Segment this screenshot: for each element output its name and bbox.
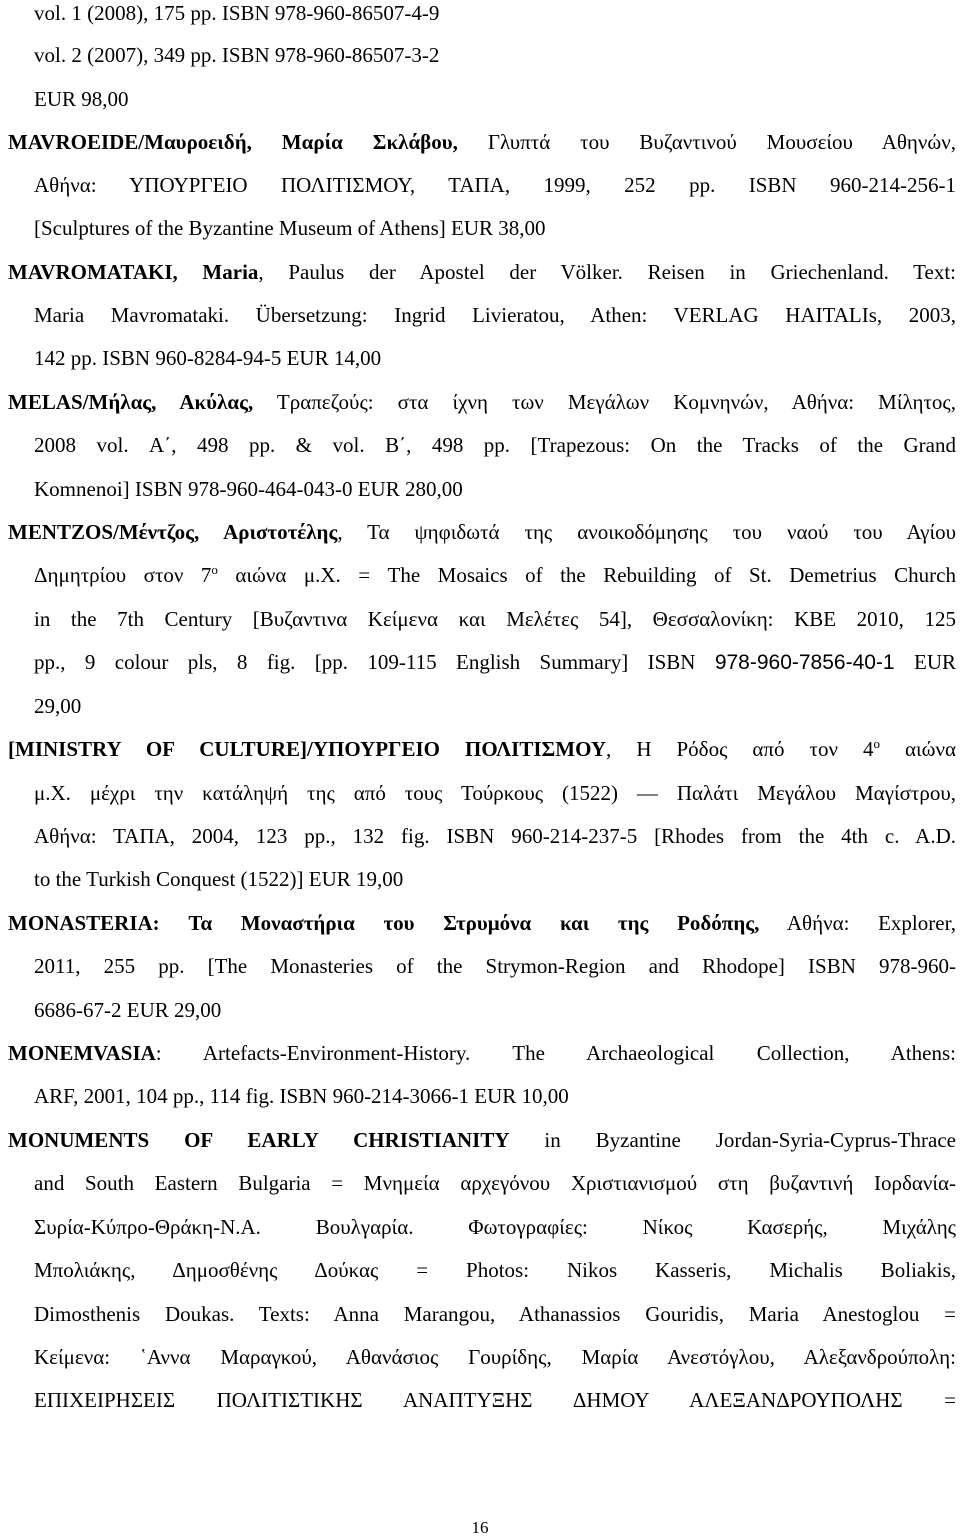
entry-ministry [8, 736, 956, 762]
entry-text: pp., 9 colour pls, 8 fig. [pp. 109-115 English Summary] ISBN [34, 650, 715, 674]
entry-mentzos [8, 519, 956, 545]
superscript: ο [211, 562, 218, 577]
entry-line: 6686-67-2 EUR 29,00 [34, 998, 222, 1022]
entry-line: to the Turkish Conquest (1522)] EUR 19,00 [34, 867, 404, 891]
isbn-text: 978-960-7856-40-1 [714, 651, 895, 674]
entry-text: αιώνα [879, 737, 956, 761]
entry-line: ΕΠΙΧΕΙΡΗΣΕΙΣ ΠΟΛΙΤΙΣΤΙΚΗΣ ΑΝΑΠΤΥΞΗΣ ΔΗΜΟΥ ΑΛΕΞΑΝΔΡΟΥΠΟΛΗΣ = [34, 1388, 956, 1412]
entry-author: MONUMENTS OF EARLY CHRISTIANITY [8, 1128, 510, 1152]
entry-text: EUR [894, 650, 956, 674]
entry-text: Τραπεζούς: στα ίχνη των Μεγάλων Κομνηνών, Αθήνα: Μίλητος, [253, 390, 956, 414]
entry-line: Αθήνα: ΤΑΠΑ, 2004, 123 pp., 132 fig. ISBN 960-214-237-5 [Rhodes from the 4th c. A.D. [34, 824, 956, 848]
entry-author: MAVROEIDE/Μαυροειδή, Μαρία Σκλάβου, [8, 130, 458, 154]
entry-line: μ.Χ. μέχρι την κατάληψή της από τους Τούρκους (1522) ― Παλάτι Μεγάλου Μαγίστρου, [34, 781, 956, 805]
entry-text: Δημητρίου στον 7 [34, 563, 212, 587]
entry-line: vol. 1 (2008), 175 pp. ISBN 978-960-86507-4-9 [34, 1, 440, 25]
entry-line: 2008 vol. Α΄, 498 pp. & vol. Β΄, 498 pp. [Trapezous: On the Tracks of the Grand [34, 433, 956, 457]
entry-author: MENTZOS/Μέντζος, Αριστοτέλης [8, 520, 338, 544]
entry-mavromataki [8, 259, 956, 285]
entry-mavroeide [8, 129, 956, 155]
entry-text: , Paulus der Apostel der Völker. Reisen in Griechenland. Text: [258, 260, 956, 284]
entry-line: in the 7th Century [Βυζαντινα Κείμενα και Μελέτες 54], Θεσσαλονίκη: ΚΒΕ 2010, 125 [34, 607, 956, 631]
entry-line: [Sculptures of the Byzantine Museum of Athens] EUR 38,00 [34, 216, 546, 240]
entry-line: Dimosthenis Doukas. Texts: Anna Marangou, Athanassios Gouridis, Maria Anestoglou = [34, 1302, 956, 1326]
entry-author: MELAS/Μήλας, Ακύλας, [8, 390, 254, 414]
entry-line: 2011, 255 pp. [The Monasteries of the Strymon-Region and Rhodope] ISBN 978-960- [34, 954, 956, 978]
page-number: 16 [471, 1518, 489, 1537]
entry-author: MAVROMATAKI, Maria [8, 260, 259, 284]
entry-melas [8, 389, 956, 415]
entry-line: Komnenoi] ISBN 978-960-464-043-0 EUR 280,00 [34, 477, 463, 501]
entry-line [34, 562, 956, 588]
entry-text: in Byzantine Jordan-Syria-Cyprus-Thrace [509, 1128, 956, 1152]
entry-line: Maria Mavromataki. Übersetzung: Ingrid Livieratou, Athen: VERLAG HAITALIs, 2003, [34, 303, 956, 327]
entry-line: Αθήνα: ΥΠΟΥΡΓΕΙΟ ΠΟΛΙΤΙΣΜΟΥ, ΤΑΠΑ, 1999, 252 pp. ISBN 960-214-256-1 [34, 173, 956, 197]
entry-text: αιώνα μ.Χ. = The Mosaics of the Rebuilding of St. Demetrius Church [217, 563, 956, 587]
entry-line: Συρία-Κύπρο-Θράκη-Ν.Α. Βουλγαρία. Φωτογραφίες: Νίκος Κασερής, Μιχάλης [34, 1215, 956, 1239]
entry-author: MONASTERIA: Τα Μοναστήρια του Στρυμόνα και της Ροδόπης, [8, 911, 760, 935]
entry-line: Μπολιάκης, Δημοσθένης Δούκας = Photos: Nikos Kasseris, Michalis Boliakis, [34, 1258, 956, 1282]
superscript: ο [873, 736, 880, 751]
entry-line: ARF, 2001, 104 pp., 114 fig. ISBN 960-214-3066-1 EUR 10,00 [34, 1084, 569, 1108]
entry-line: EUR 98,00 [34, 87, 129, 111]
entry-text: , Η Ρόδος από τον 4 [606, 737, 874, 761]
entry-line: vol. 2 (2007), 349 pp. ISBN 978-960-86507-3-2 [34, 43, 440, 67]
entry-line: and South Eastern Bulgaria = Μνημεία αρχεγόνου Χριστιανισμού στη βυζαντινή Ιορδανία- [34, 1171, 956, 1195]
entry-text: Αθήνα: Explorer, [759, 911, 956, 935]
entry-line: Κείμενα: ῾Αννα Μαραγκού, Αθανάσιος Γουρίδης, Μαρία Ανεστόγλου, Αλεξανδρούπολη: [34, 1345, 956, 1369]
entry-monasteria [8, 910, 956, 936]
entry-author: MONEMVASIA [8, 1041, 156, 1065]
entry-line [34, 649, 956, 675]
entry-author: [MINISTRY OF CULTURE]/ΥΠΟΥΡΓΕΙΟ ΠΟΛΙΤΙΣΜΟΥ [8, 737, 607, 761]
entry-text: Γλυπτά του Βυζαντινού Μουσείου Αθηνών, [457, 130, 956, 154]
entry-text: : Artefacts-Environment-History. The Archaeological Collection, Athens: [155, 1041, 956, 1065]
entry-monemvasia [8, 1040, 956, 1066]
entry-monuments [8, 1127, 956, 1153]
entry-line: 29,00 [34, 694, 82, 718]
entry-text: , Τα ψηφιδωτά της ανοικοδόμησης του ναού του Αγίου [337, 520, 956, 544]
entry-line: 142 pp. ISBN 960-8284-94-5 EUR 14,00 [34, 346, 382, 370]
